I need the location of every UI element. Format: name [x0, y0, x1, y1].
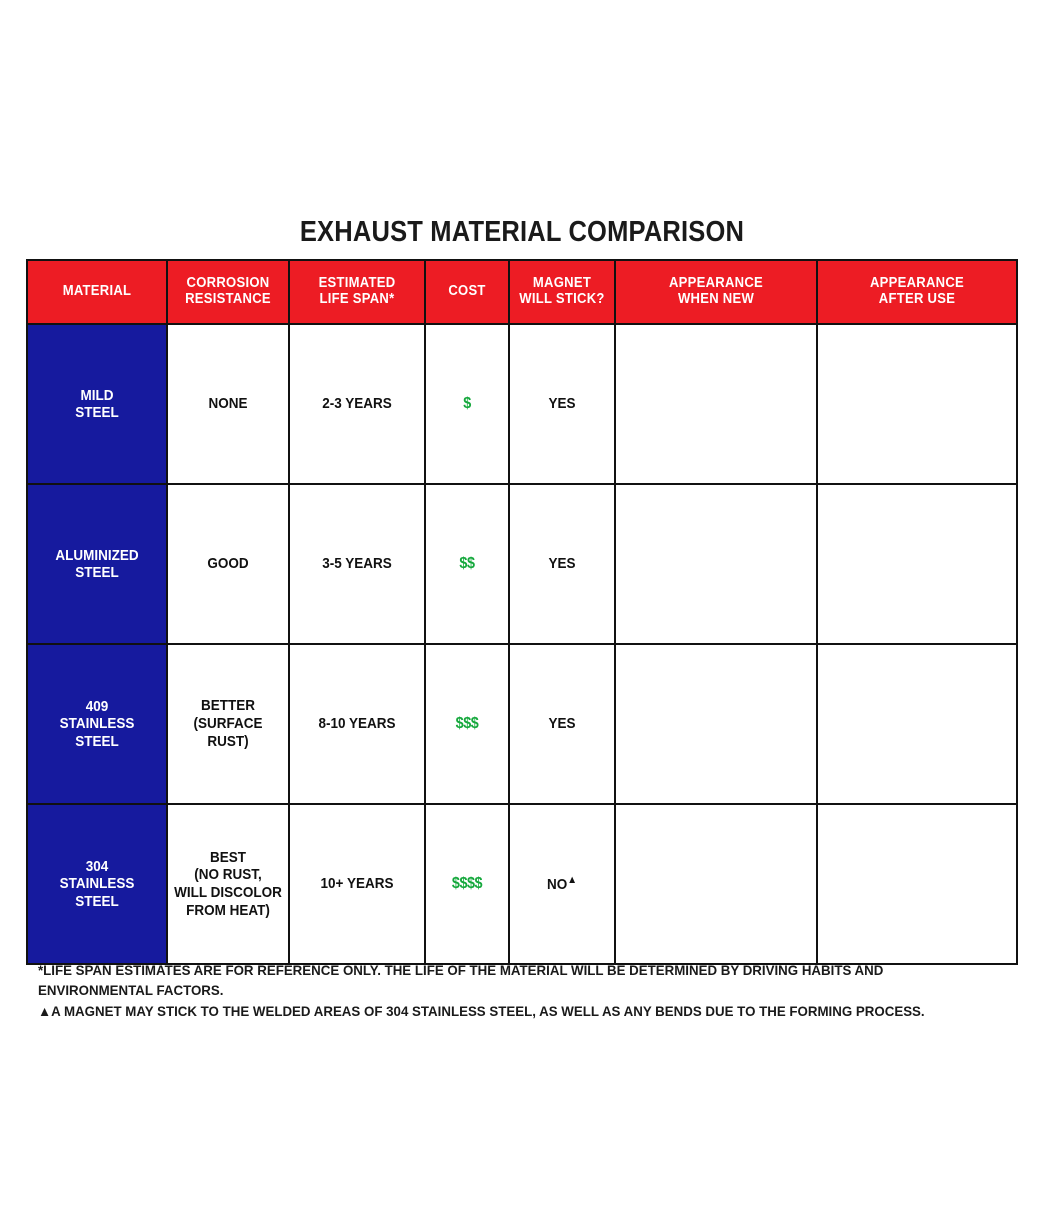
- table-row: [27, 804, 1017, 964]
- cell-appearance-used: [817, 804, 1017, 964]
- exhaust-material-comparison-table: [26, 259, 1018, 965]
- cell-cost: [425, 484, 509, 644]
- cell-appearance-new: [615, 644, 817, 804]
- cell-life-span: [289, 804, 425, 964]
- cell-magnet: [509, 804, 615, 964]
- column-header-cost: [425, 260, 509, 324]
- header-line-1: COST: [448, 283, 486, 300]
- magnet-footnote-marker: ▲: [567, 874, 578, 887]
- header-line-1: APPEARANCE: [668, 275, 764, 292]
- corrosion-value: BEST (NO RUST, WILL DISCOLOR FROM HEAT): [174, 848, 282, 919]
- cell-appearance-used: [817, 484, 1017, 644]
- table-row: [27, 644, 1017, 804]
- cell-magnet: [509, 644, 615, 804]
- header-line-1: CORROSION: [186, 275, 270, 292]
- cell-cost: [425, 324, 509, 484]
- cell-appearance-used: [817, 644, 1017, 804]
- corrosion-value: GOOD: [207, 555, 249, 573]
- column-header-corrosion-resistance: [167, 260, 289, 324]
- cost-value: $: [463, 394, 471, 412]
- corrosion-value: NONE: [208, 395, 248, 413]
- magnet-value: YES: [548, 715, 576, 733]
- table-header-row: [27, 260, 1017, 324]
- header-line-2: AFTER USE: [878, 291, 956, 307]
- footnotes: [38, 960, 1018, 1021]
- cell-material: [27, 644, 167, 804]
- table-row: [27, 324, 1017, 484]
- lifespan-value: 3-5 YEARS: [322, 555, 392, 573]
- cost-value: $$: [459, 554, 475, 572]
- magnet-value: YES: [548, 395, 576, 413]
- cell-material: [27, 324, 167, 484]
- material-label: 409 STAINLESS STEEL: [59, 698, 135, 750]
- lifespan-value: 8-10 YEARS: [318, 715, 396, 733]
- cell-life-span: [289, 324, 425, 484]
- header-line-2: RESISTANCE: [185, 291, 271, 307]
- header-line-2: LIFE SPAN*: [319, 291, 395, 307]
- cell-corrosion-resistance: [167, 644, 289, 804]
- cell-life-span: [289, 484, 425, 644]
- cell-material: [27, 804, 167, 964]
- column-header-appearance-after-use: [817, 260, 1017, 324]
- lifespan-value: 10+ YEARS: [320, 875, 394, 893]
- material-label: MILD STEEL: [75, 386, 119, 421]
- cell-corrosion-resistance: [167, 484, 289, 644]
- column-header-estimated-life-span: [289, 260, 425, 324]
- header-line-1: MATERIAL: [62, 283, 132, 300]
- cell-corrosion-resistance: [167, 324, 289, 484]
- cell-material: [27, 484, 167, 644]
- cell-appearance-used: [817, 324, 1017, 484]
- header-line-2: WILL STICK?: [519, 291, 605, 307]
- header-line-2: WHEN NEW: [677, 291, 755, 307]
- cell-appearance-new: [615, 484, 817, 644]
- footnote-magnet: ▲A MAGNET MAY STICK TO THE WELDED AREAS OF 304 STAINLESS STEEL, AS WELL AS ANY BENDS DUE TO THE FORMING PROCESS.: [38, 1002, 925, 1019]
- cell-cost: [425, 644, 509, 804]
- column-header-appearance-when-new: [615, 260, 817, 324]
- header-line-1: APPEARANCE: [869, 275, 965, 292]
- cell-appearance-new: [615, 804, 817, 964]
- material-label: 304 STAINLESS STEEL: [59, 858, 135, 910]
- header-line-1: ESTIMATED: [318, 275, 396, 292]
- comparison-table-wrapper: [26, 259, 1018, 965]
- cell-magnet: [509, 484, 615, 644]
- cost-value: $$$: [455, 714, 479, 732]
- cost-value: $$$$: [451, 874, 483, 892]
- table-row: [27, 484, 1017, 644]
- corrosion-value: BETTER (SURFACE RUST): [193, 697, 263, 750]
- cell-cost: [425, 804, 509, 964]
- cell-appearance-new: [615, 324, 817, 484]
- footnote-lifespan: *LIFE SPAN ESTIMATES ARE FOR REFERENCE ONLY. THE LIFE OF THE MATERIAL WILL BE DETERMINED BY DRIVING HABITS AND ENVIRONMENTAL FACTORS.: [38, 962, 884, 999]
- cell-magnet: [509, 324, 615, 484]
- cell-life-span: [289, 644, 425, 804]
- column-header-material: [27, 260, 167, 324]
- magnet-value: YES: [548, 555, 576, 573]
- cell-corrosion-resistance: [167, 804, 289, 964]
- header-line-1: MAGNET: [532, 275, 592, 292]
- magnet-value: NO: [546, 876, 568, 894]
- column-header-magnet-will-stick: [509, 260, 615, 324]
- lifespan-value: 2-3 YEARS: [322, 395, 392, 413]
- page-title: EXHAUST MATERIAL COMPARISON: [299, 216, 745, 248]
- material-label: ALUMINIZED STEEL: [55, 546, 139, 581]
